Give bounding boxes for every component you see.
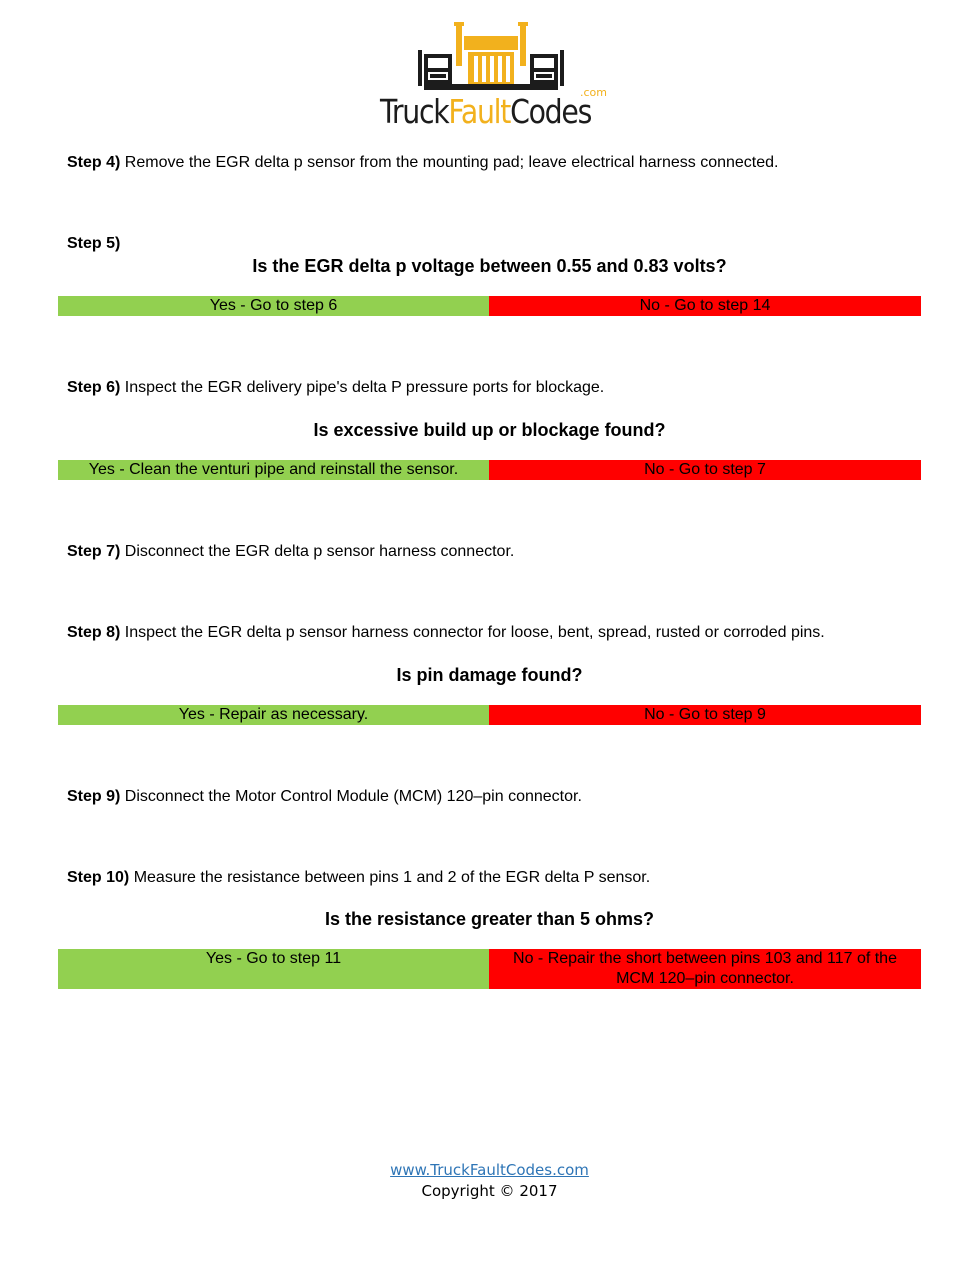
step-7-label: Step 7): [67, 543, 121, 560]
step-6-label: Step 6): [67, 379, 121, 396]
step-9: [67, 788, 582, 806]
step-6: [67, 379, 604, 397]
question-voltage: Is the EGR delta p voltage between 0.55 and 0.83 volts?: [252, 256, 727, 276]
step-7: [67, 543, 514, 561]
answer-row-voltage: [58, 296, 921, 316]
footer-website-link[interactable]: www.TruckFaultCodes.com: [390, 1161, 589, 1179]
step-4-text: Remove the EGR delta p sensor from the mounting pad; leave electrical harness connected.: [120, 154, 779, 171]
no-answer-voltage: No - Go to step 14: [489, 296, 921, 316]
answer-row-blockage: [58, 460, 921, 480]
step-8-text: Inspect the EGR delta p sensor harness connector for loose, bent, spread, rusted or corroded pins.: [120, 624, 825, 641]
no-answer-blockage: No - Go to step 7: [489, 460, 921, 480]
step-8-label: Step 8): [67, 624, 121, 641]
step-10: [67, 869, 650, 887]
question-blockage: Is excessive build up or blockage found?: [313, 420, 666, 440]
step-8: [67, 624, 825, 642]
step-10-text: Measure the resistance between pins 1 and 2 of the EGR delta P sensor.: [129, 869, 651, 886]
step-6-text: Inspect the EGR delivery pipe's delta P pressure ports for blockage.: [120, 379, 605, 396]
yes-answer-pin-damage: Yes - Repair as necessary.: [58, 705, 489, 725]
truck-icon: [380, 20, 602, 92]
step-4: [67, 154, 778, 172]
logo-dotcom: .com: [580, 86, 607, 99]
step-4-label: Step 4): [67, 154, 121, 171]
step-9-text: Disconnect the Motor Control Module (MCM) 120–pin connector.: [120, 788, 582, 805]
no-answer-pin-damage: No - Go to step 9: [489, 705, 921, 725]
truck-fault-codes-logo: [380, 20, 607, 131]
question-pin-damage: Is pin damage found?: [396, 665, 583, 685]
step-10-label: Step 10): [67, 869, 130, 886]
yes-answer-blockage: Yes - Clean the venturi pipe and reinstall the sensor.: [58, 460, 489, 480]
no-answer-resistance: No - Repair the short between pins 103 and 117 of the MCM 120–pin connector.: [489, 949, 921, 989]
step-5-label: Step 5): [67, 235, 121, 252]
logo-text-truck: Truck: [380, 92, 449, 131]
yes-answer-voltage: Yes - Go to step 6: [58, 296, 489, 316]
answer-row-pin-damage: [58, 705, 921, 725]
yes-answer-resistance: Yes - Go to step 11: [58, 949, 489, 989]
step-9-label: Step 9): [67, 788, 121, 805]
answer-row-resistance: [58, 949, 921, 989]
footer-copyright: Copyright © 2017: [421, 1182, 558, 1200]
step-7-text: Disconnect the EGR delta p sensor harness connector.: [120, 543, 515, 560]
logo-wordmark: [380, 92, 592, 131]
question-resistance: Is the resistance greater than 5 ohms?: [324, 909, 655, 929]
logo-text-fault: Fault: [448, 92, 511, 131]
step-5: [67, 235, 120, 253]
logo-text-codes: Codes: [510, 92, 592, 131]
